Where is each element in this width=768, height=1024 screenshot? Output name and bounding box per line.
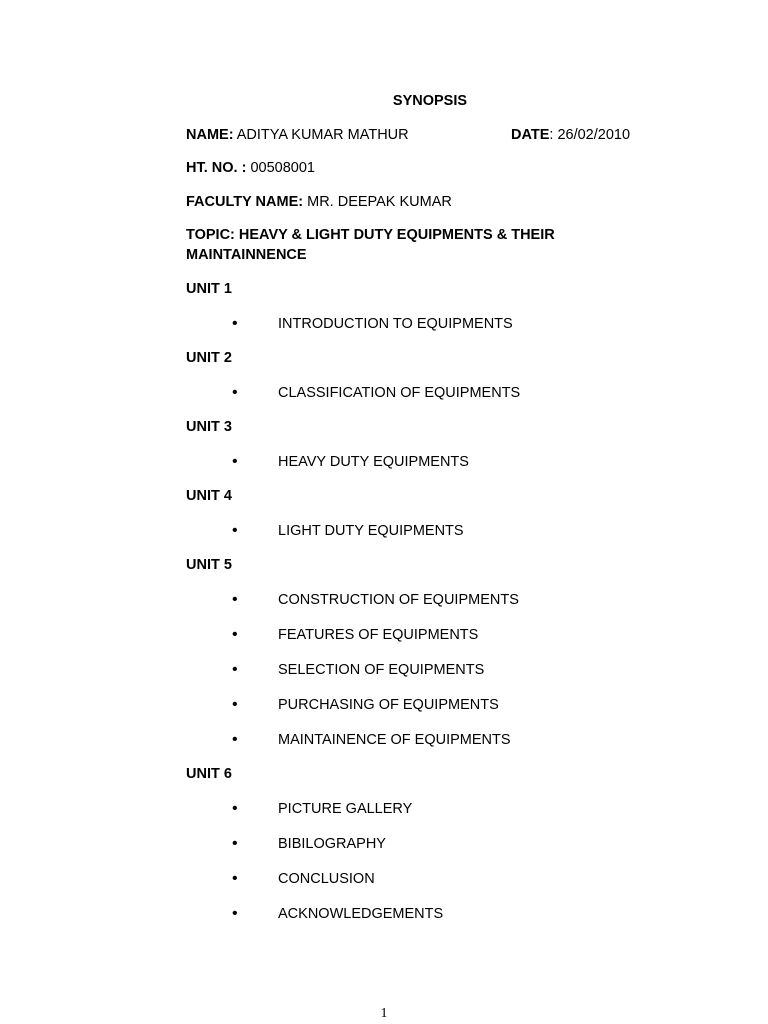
bullet-icon: • (232, 591, 238, 608)
unit-heading: UNIT 5 (186, 557, 232, 573)
list-item-text: ACKNOWLEDGEMENTS (278, 906, 444, 922)
htno-label: HT. NO. : (186, 160, 247, 176)
list-item-text: INTRODUCTION TO EQUIPMENTS (278, 316, 513, 332)
list-item-text: SELECTION OF EQUIPMENTS (278, 662, 485, 678)
unit-heading: UNIT 2 (186, 350, 232, 366)
list-item (232, 521, 464, 541)
bullet-icon: • (232, 522, 238, 539)
htno-value: 00508001 (250, 160, 315, 176)
faculty-label: FACULTY NAME: (186, 194, 304, 210)
unit-heading: UNIT 3 (186, 419, 232, 435)
bullet-icon: • (232, 384, 238, 401)
list-item (232, 314, 513, 334)
htno-row (186, 158, 315, 178)
list-item (232, 625, 478, 645)
list-item-text: CLASSIFICATION OF EQUIPMENTS (278, 385, 521, 401)
name-value: ADITYA KUMAR MATHUR (236, 127, 409, 143)
list-item (232, 904, 443, 924)
list-item (232, 695, 499, 715)
bullet-icon: • (232, 315, 238, 332)
list-item-text: MAINTAINENCE OF EQUIPMENTS (278, 732, 511, 748)
unit-heading: UNIT 6 (186, 766, 232, 782)
unit-heading: UNIT 1 (186, 281, 232, 297)
name-row (186, 125, 409, 145)
list-item (232, 383, 520, 403)
faculty-row (186, 192, 452, 212)
list-item-text: BIBILOGRAPHY (278, 836, 386, 852)
list-item (232, 660, 484, 680)
page-number: 1 (380, 1006, 388, 1021)
list-item (232, 730, 511, 750)
date-value: : 26/02/2010 (549, 127, 631, 143)
list-item (232, 869, 375, 889)
list-item-text: PICTURE GALLERY (278, 801, 413, 817)
list-item-text: LIGHT DUTY EQUIPMENTS (278, 523, 464, 539)
list-item (232, 799, 412, 819)
faculty-value: MR. DEEPAK KUMAR (307, 194, 452, 210)
list-item-text: HEAVY DUTY EQUIPMENTS (278, 454, 469, 470)
bullet-icon: • (232, 731, 238, 748)
list-item-text: FEATURES OF EQUIPMENTS (278, 627, 479, 643)
unit-heading: UNIT 4 (186, 488, 232, 504)
bullet-icon: • (232, 453, 238, 470)
bullet-icon: • (232, 835, 238, 852)
bullet-icon: • (232, 626, 238, 643)
topic-heading: TOPIC: HEAVY & LIGHT DUTY EQUIPMENTS & THEIR MAINTAINNENCE (186, 227, 555, 263)
list-item-text: CONSTRUCTION OF EQUIPMENTS (278, 592, 519, 608)
list-item-text: CONCLUSION (278, 871, 375, 887)
bullet-icon: • (232, 870, 238, 887)
list-item (232, 834, 386, 854)
bullet-icon: • (232, 696, 238, 713)
bullet-icon: • (232, 800, 238, 817)
list-item (232, 452, 469, 472)
list-item-text: PURCHASING OF EQUIPMENTS (278, 697, 499, 713)
bullet-icon: • (232, 905, 238, 922)
document-title: SYNOPSIS (392, 93, 468, 109)
date-row (511, 125, 630, 145)
date-label: DATE (511, 127, 550, 143)
list-item (232, 590, 519, 610)
name-label: NAME: (186, 127, 234, 143)
bullet-icon: • (232, 661, 238, 678)
